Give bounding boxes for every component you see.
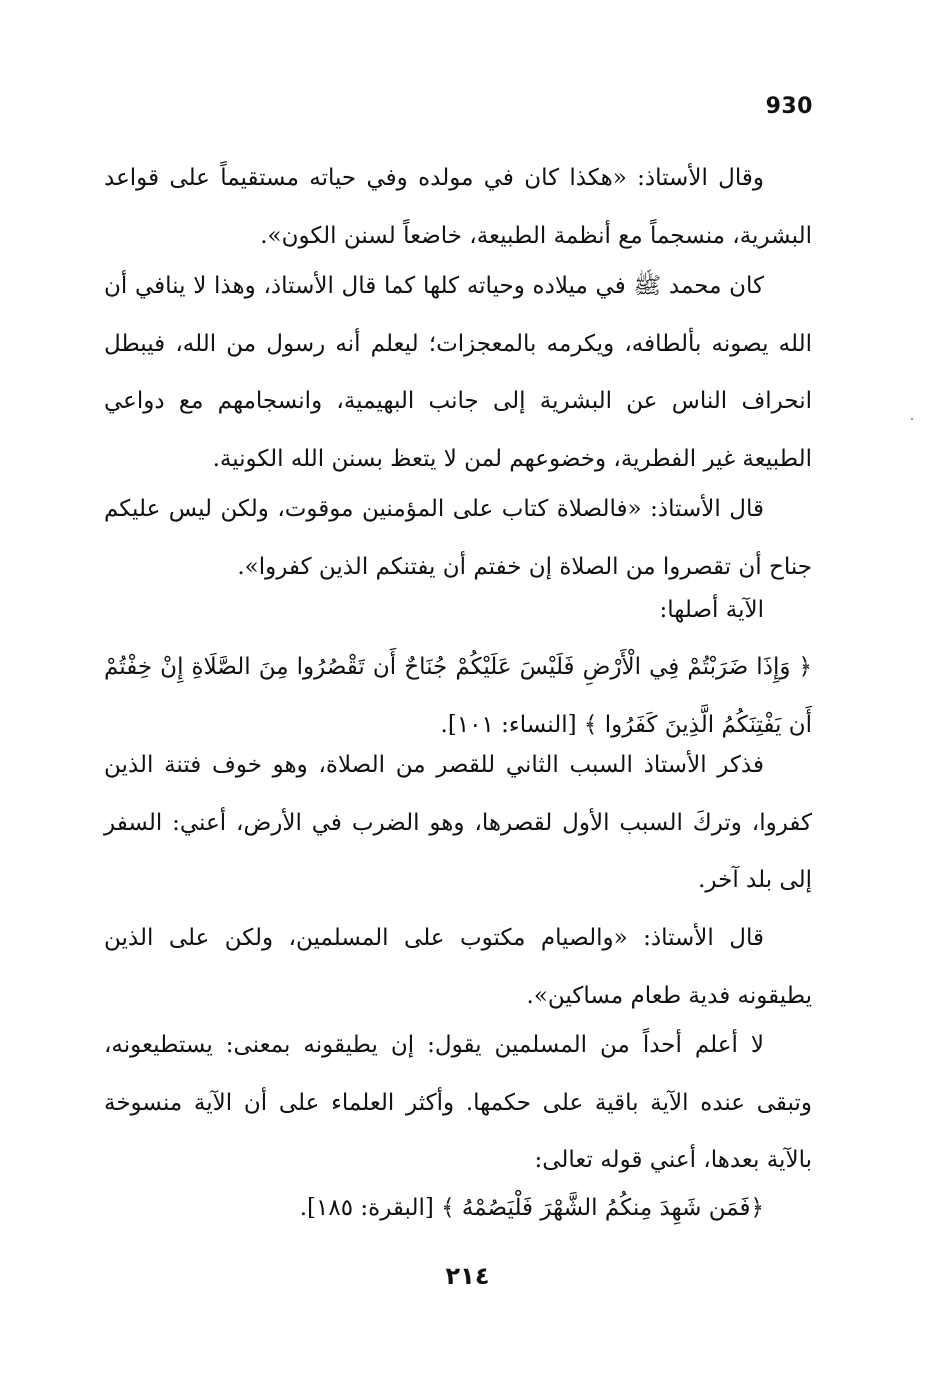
quran-verse-2-reference: [البقرة: ١٨٥]. <box>299 1195 434 1221</box>
folio-number: ٢١٤ <box>445 1262 490 1290</box>
paragraph-7: قال الأستاذ: «والصيام مكتوب على المسلمين، ولكن على الذين يطيقونه فدية طعام مساكين». <box>104 925 812 1009</box>
scan-speck <box>911 418 913 420</box>
page-number: 930 <box>765 94 813 119</box>
quran-verse-1-reference: [النساء: ١٠١]. <box>440 711 577 738</box>
paragraph-2: كان محمد ﷺ في ميلاده وحياته كلها كما قال الأستاذ، وهذا لا ينافي أن الله يصونه بألطافه، ويكرمه بالمعجزات؛ ليعلم أنه رسول من الله، فيبطل انحراف الناس عن البشرية إلى جانب البهيمية، وانسجامهم مع دواعي الطبيعة غير الفطرية، وخضوعهم لمن لا يتعظ بسنن الله الكونية. <box>104 273 812 472</box>
paragraph-1: وقال الأستاذ: «هكذا كان في مولده وفي حياته مستقيماً على قواعد البشرية، منسجماً مع أنظمة الطبيعة، خاضعاً لسنن الكون». <box>104 165 812 249</box>
paragraph-6: فذكر الأستاذ السبب الثاني للقصر من الصلاة، وهو خوف فتنة الذين كفروا، وتركَ السبب الأول لقصرها، وهو الضرب في الأرض، أعني: السفر إلى بلد آخر. <box>104 752 813 893</box>
paragraph-3: قال الأستاذ: «فالصلاة كتاب على المؤمنين موقوت، ولكن ليس عليكم جناح أن تقصروا من الصلاة إن خفتم أن يفتنكم الذين كفروا». <box>104 496 812 580</box>
quran-verse-2 <box>104 1180 812 1238</box>
paragraph-8: لا أعلم أحداً من المسلمين يقول: إن يطيقونه بمعنى: يستطيعونه، وتبقى عنده الآية باقية على حكمها. وأكثر العلماء على أن الآية منسوخة بالآية بعدها، أعني قوله تعالى: <box>104 1032 812 1173</box>
quran-verse-2-text: ﴿فَمَن شَهِدَ مِنكُمُ الشَّهْرَ فَلْيَصُمْهُ ﴾ <box>441 1195 764 1221</box>
paragraph-4: الآية أصلها: <box>659 597 764 623</box>
quran-verse-1-text: ﴿ وَإِذَا ضَرَبْتُمْ فِي الْأَرْضِ فَلَيْسَ عَلَيْكُمْ جُنَاحٌ أَن تَقْصُرُوا مِنَ الصَّلَاةِ إِنْ خِفْتُمْ أَن يَفْتِنَكُمُ الَّذِينَ كَفَرُوا ﴾ <box>104 654 812 738</box>
